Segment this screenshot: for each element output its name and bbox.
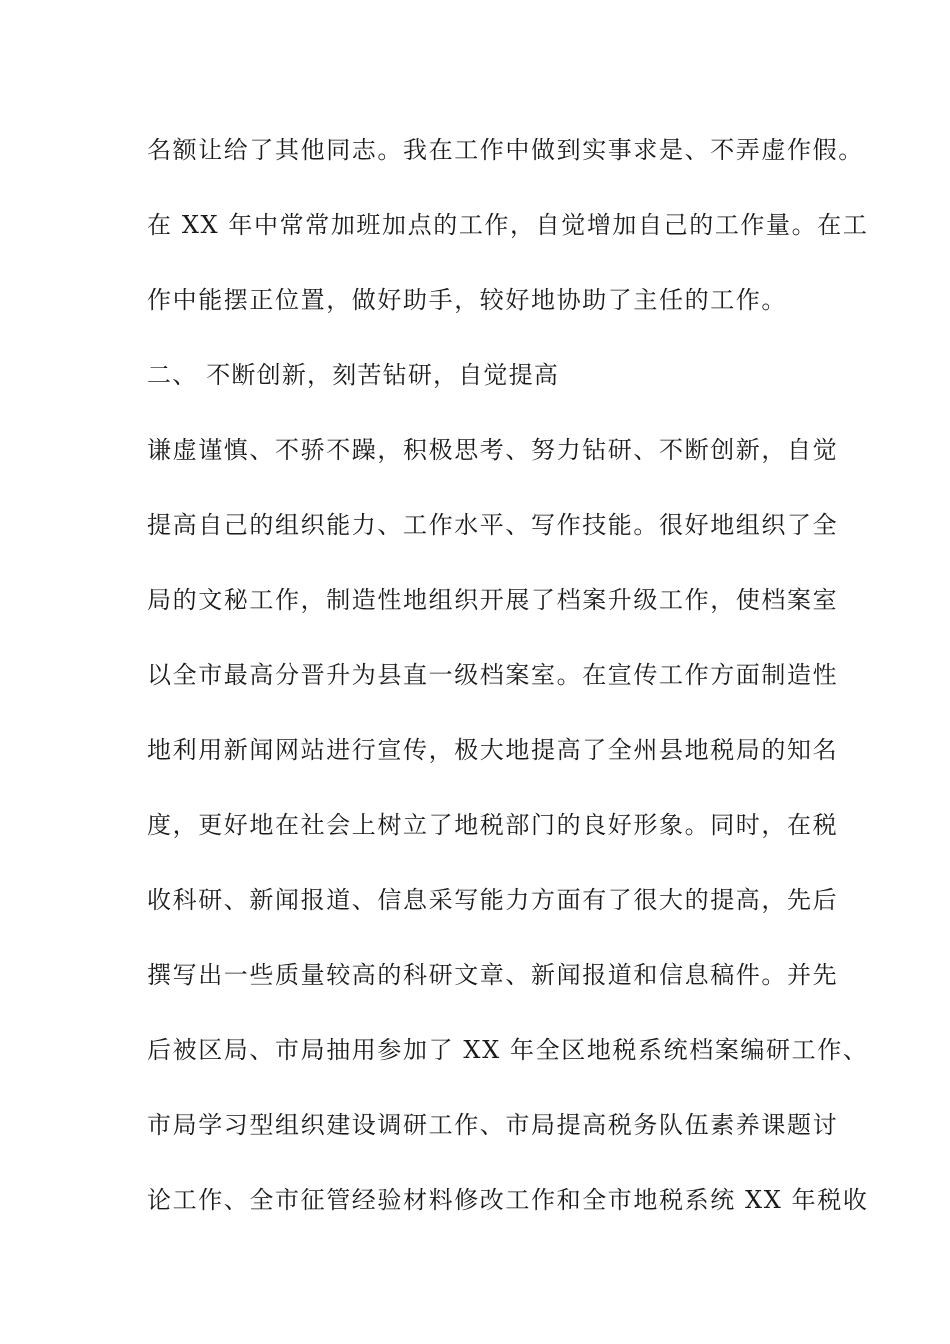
paragraph-line: 收科研、新闻报道、信息采写能力方面有了很大的提高，先后 bbox=[147, 886, 839, 914]
paragraph-line: 论工作、全市征管经验材料修改工作和全市地税系统 XX 年税收 bbox=[147, 1186, 869, 1214]
paragraph-line: 后被区局、市局抽用参加了 XX 年全区地税系统档案编研工作、 bbox=[147, 1036, 869, 1064]
paragraph-line: 地利用新闻网站进行宣传，极大地提高了全州县地税局的知名 bbox=[147, 736, 839, 764]
paragraph-line: 以全市最高分晋升为县直一级档案室。在宣传工作方面制造性 bbox=[147, 661, 839, 689]
paragraph-line: 在 XX 年中常常加班加点的工作，自觉增加自己的工作量。在工 bbox=[147, 211, 869, 239]
paragraph-line: 局的文秘工作，制造性地组织开展了档案升级工作，使档案室 bbox=[147, 586, 839, 614]
paragraph-line: 提高自己的组织能力、工作水平、写作技能。很好地组织了全 bbox=[147, 511, 839, 539]
paragraph-line: 市局学习型组织建设调研工作、市局提高税务队伍素养课题讨 bbox=[147, 1111, 839, 1139]
paragraph-line: 谦虚谨慎、不骄不躁，积极思考、努力钻研、不断创新，自觉 bbox=[147, 436, 839, 464]
paragraph-line: 名额让给了其他同志。我在工作中做到实事求是、不弄虚作假。 bbox=[147, 136, 864, 164]
paragraph-line: 作中能摆正位置，做好助手，较好地协助了主任的工作。 bbox=[147, 286, 787, 314]
paragraph-line: 度，更好地在社会上树立了地税部门的良好形象。同时，在税 bbox=[147, 811, 839, 839]
paragraph-line: 撰写出一些质量较高的科研文章、新闻报道和信息稿件。并先 bbox=[147, 961, 839, 989]
section-heading: 二、 不断创新，刻苦钻研，自觉提高 bbox=[147, 361, 560, 389]
